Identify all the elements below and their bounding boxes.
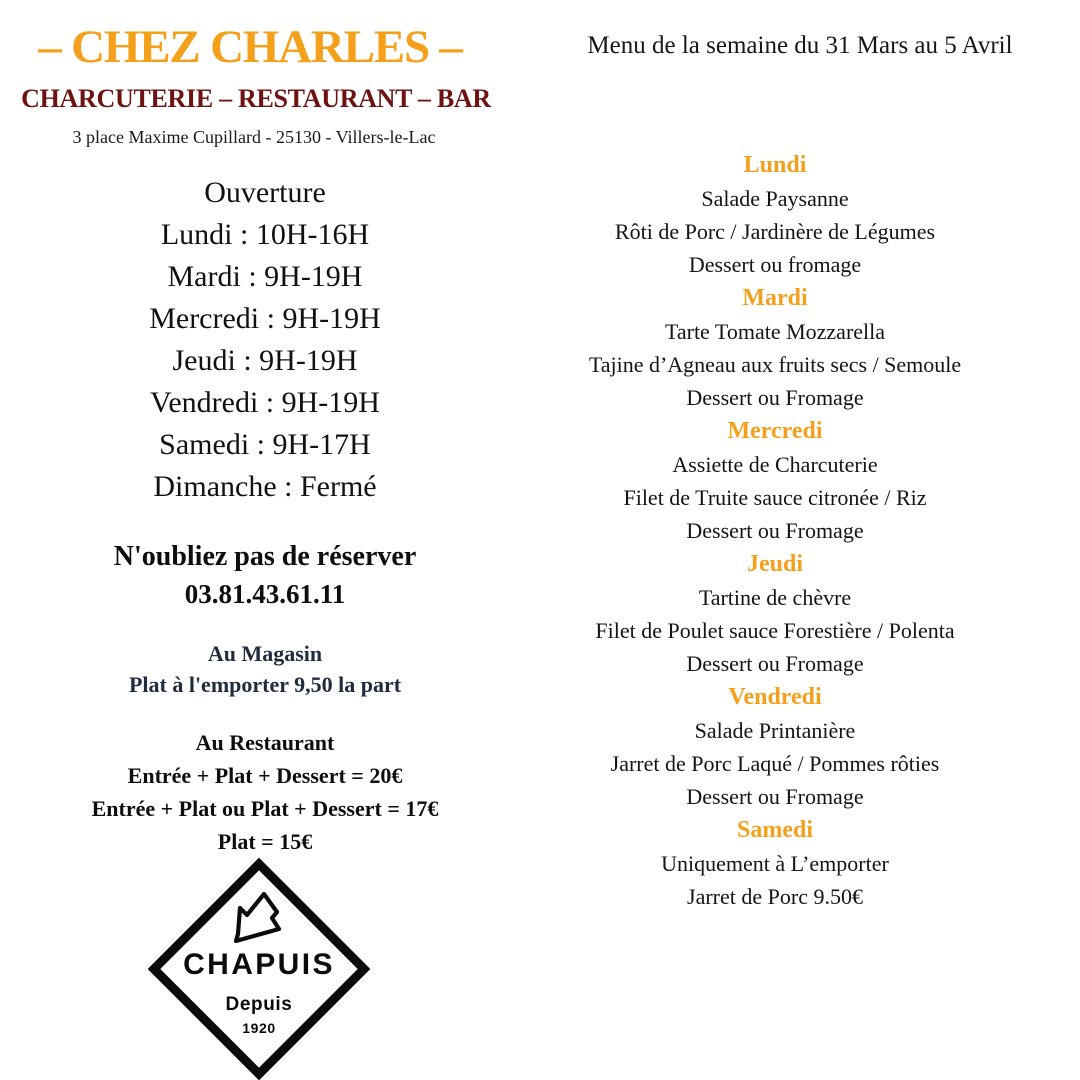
opening-hours-row: Jeudi : 9H-19H [172,344,358,377]
menu-dish: Salade Printanière [694,718,856,743]
restaurant-price-row: Entrée + Plat + Dessert = 20€ [127,763,403,788]
menu-dish: Uniquement à L’emporter [661,851,889,876]
logo-wordmark: CHAPUIS [183,948,335,981]
menu-dish: Tajine d’Agneau aux fruits secs / Semoule [588,352,962,377]
menu-dish: Dessert ou Fromage [686,784,864,809]
menu-day-group [545,281,1005,414]
menu-day-name: Mercredi [727,418,823,444]
opening-hours-row: Mercredi : 9H-19H [149,302,381,335]
restaurant-price-row: Plat = 15€ [217,829,313,854]
menu-day-group [545,414,1005,547]
page-header [0,0,1080,160]
restaurant-offer-title: Au Restaurant [195,730,335,755]
reservation-phone-number[interactable]: 03.81.43.61.11 [184,579,346,609]
brand-address: 3 place Maxime Cupillard - 25130 - Villers-le-Lac [72,127,436,147]
menu-dish: Filet de Truite sauce citronée / Riz [623,485,927,510]
menu-day-name: Jeudi [746,551,803,577]
brand-title: – CHEZ CHARLES – [38,21,462,73]
chapuis-diamond-icon [148,858,370,1080]
shop-offer-title: Au Magasin [207,641,323,666]
menu-dish: Dessert ou fromage [688,252,862,277]
shop-offer-block [20,638,510,700]
logo-since-year: 1920 [242,1020,276,1036]
reservation-block [20,538,510,612]
restaurant-offer-block [20,726,510,858]
restaurant-price-row: Entrée + Plat ou Plat + Dessert = 17€ [91,796,439,821]
menu-dish: Jarret de Porc 9.50€ [687,884,863,909]
menu-day-group [545,148,1005,281]
menu-dish: Jarret de Porc Laqué / Pommes rôties [610,751,940,776]
chapuis-logo [148,858,370,1080]
brand-subtitle: CHARCUTERIE – RESTAURANT – BAR [21,84,491,113]
menu-day-name: Vendredi [728,684,822,710]
menu-dish: Rôti de Porc / Jardinère de Légumes [614,219,936,244]
shop-offer-price: Plat à l'emporter 9,50 la part [128,672,402,697]
chalet-mark-icon [236,894,279,941]
weekly-menu-column [545,148,1005,913]
opening-hours-block [20,172,510,508]
opening-hours-row: Samedi : 9H-17H [159,428,371,461]
menu-day-group [545,547,1005,680]
menu-dish: Filet de Poulet sauce Forestière / Polenta [595,618,955,643]
menu-dish: Dessert ou Fromage [686,518,864,543]
menu-day-group [545,680,1005,813]
menu-week-title: Menu de la semaine du 31 Mars au 5 Avril [587,32,1013,59]
opening-hours-row: Lundi : 10H-16H [160,218,370,251]
menu-dish: Dessert ou Fromage [686,385,864,410]
opening-hours-heading: Ouverture [204,176,326,209]
menu-day-name: Lundi [743,152,807,178]
menu-dish: Tartine de chèvre [698,585,852,610]
opening-hours-row: Mardi : 9H-19H [167,260,363,293]
menu-dish: Dessert ou Fromage [686,651,864,676]
menu-day-group [545,813,1005,913]
info-column [20,172,510,858]
menu-dish: Assiette de Charcuterie [672,452,878,477]
opening-hours-row: Dimanche : Fermé [153,470,377,503]
menu-day-name: Samedi [736,817,813,843]
reservation-title: N'oubliez pas de réserver [113,541,417,572]
menu-dish: Tarte Tomate Mozzarella [664,319,886,344]
menu-day-name: Mardi [742,285,808,311]
opening-hours-row: Vendredi : 9H-19H [150,386,380,419]
logo-since-label: Depuis [225,994,293,1015]
menu-dish: Salade Paysanne [701,186,849,211]
